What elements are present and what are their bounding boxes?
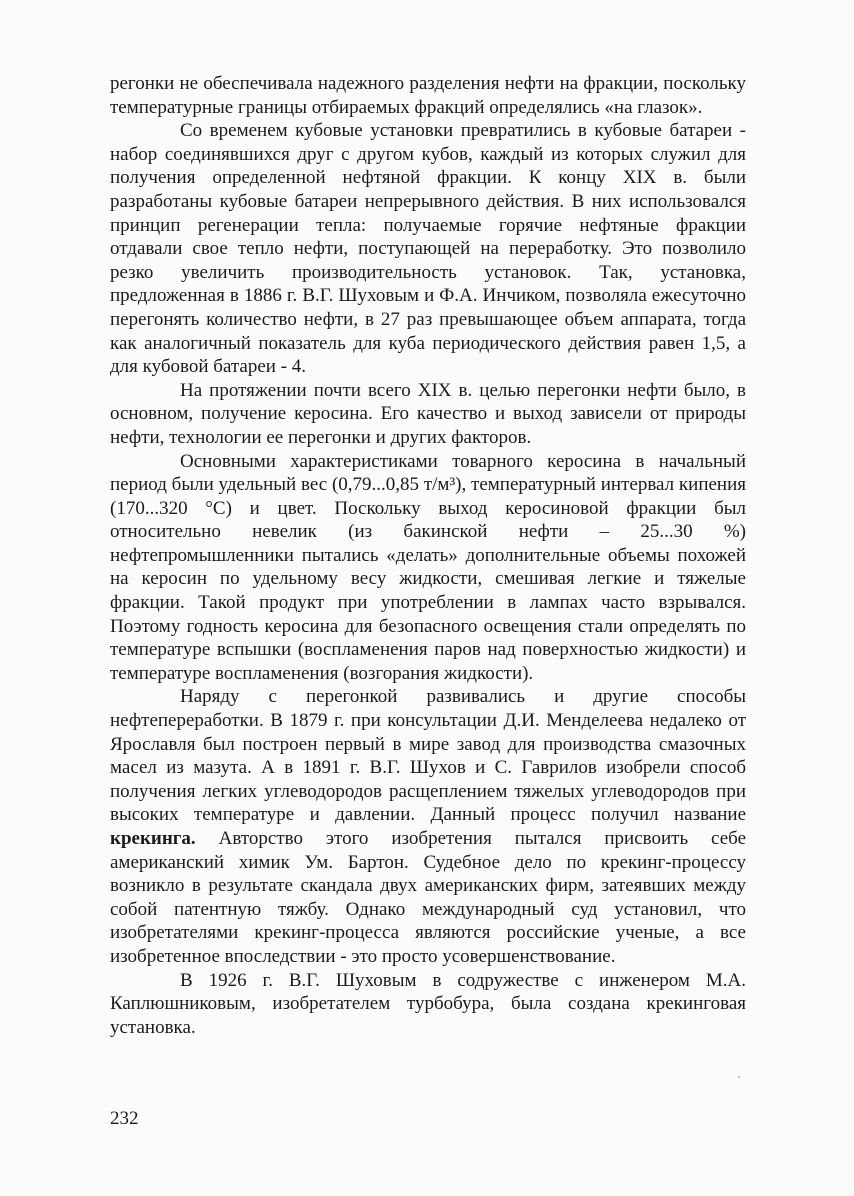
paragraph-3: На протяжении почти всего XIX в. целью перегонки нефти было, в основном, получение керосина. Его качество и выход зависели от природы нефти, технологии ее перегонки и других факторов.: [110, 379, 746, 448]
paragraph-5-lead: Наряду с перегонкой развивались и другие способы нефтепереработки. В 1879 г. при консультации Д.И. Менделеева недалеко от Ярославля был построен первый в мире завод для производства смазочных масел из мазута. А в 1891 г. В.Г. Шухов и С. Гаврилов изобрели способ получения легких углеводородов расщеплением тяжелых углеводородов при высоких температуре и давлении. Данный процесс получил название: [110, 686, 746, 826]
term-cracking: крекинга.: [110, 828, 196, 849]
paragraph-1: регонки не обеспечивала надежного разделения нефти на фракции, поскольку температурные границы отбираемых фракций определялись «на глазок».: [110, 73, 746, 118]
paragraph-2: Со временем кубовые установки превратились в кубовые батареи - набор соединявшихся друг с другом кубов, каждый из которых служил для получения определенной нефтяной фракции. К концу XIX в. были разработаны кубовые батареи непрерывного действия. В них использовался принцип регенерации тепла: получаемые горячие нефтяные фракции отдавали свое тепло нефти, поступающей на переработку. Это позволило резко увеличить производительность установок. Так, установка, предложенная в 1886 г. В.Г. Шуховым и Ф.А. Инчиком, позволяла ежесуточно перегонять количество нефти, в 27 раз превышающее объем аппарата, тогда как аналогичный показатель для куба периодического действия равен 1,5, а для кубовой батареи - 4.: [110, 120, 746, 378]
paragraph-5: [110, 685, 746, 968]
paragraph-5-rest: Авторство этого изобретения пытался присвоить себе американский химик Ум. Бартон. Судебное дело по крекинг-процессу возникло в результате скандала двух американских фирм, затеявших между собой патентную тяжбу. Однако международный суд установил, что изобретателями крекинг-процесса являются российские ученые, а все изобретенное впоследствии - это просто усовершенствование.: [110, 828, 746, 967]
scan-speck: [738, 1076, 740, 1078]
page-number: 232: [110, 1108, 139, 1129]
paragraph-4: Основными характеристиками товарного керосина в начальный период были удельный вес (0,79...0,85 т/м³), температурный интервал кипения (170...320 °С) и цвет. Поскольку выход керосиновой фракции был относительно невелик (из бакинской нефти – 25...30 %) нефтепромышленники пытались «делать» дополнительные объемы похожей на керосин по удельному весу жидкости, смешивая легкие и тяжелые фракции. Такой продукт при употреблении в лампах часто взрывался. Поэтому годность керосина для безопасного освещения стали определять по температуре вспышки (воспламенения паров над поверхностью жидкости) и температуре воспламенения (возгорания жидкости).: [110, 450, 746, 684]
body-text: [110, 72, 746, 1039]
paragraph-6: В 1926 г. В.Г. Шуховым в содружестве с инженером М.А. Каплюшниковым, изобретателем турбобура, была создана крекинговая установка.: [110, 969, 746, 1038]
